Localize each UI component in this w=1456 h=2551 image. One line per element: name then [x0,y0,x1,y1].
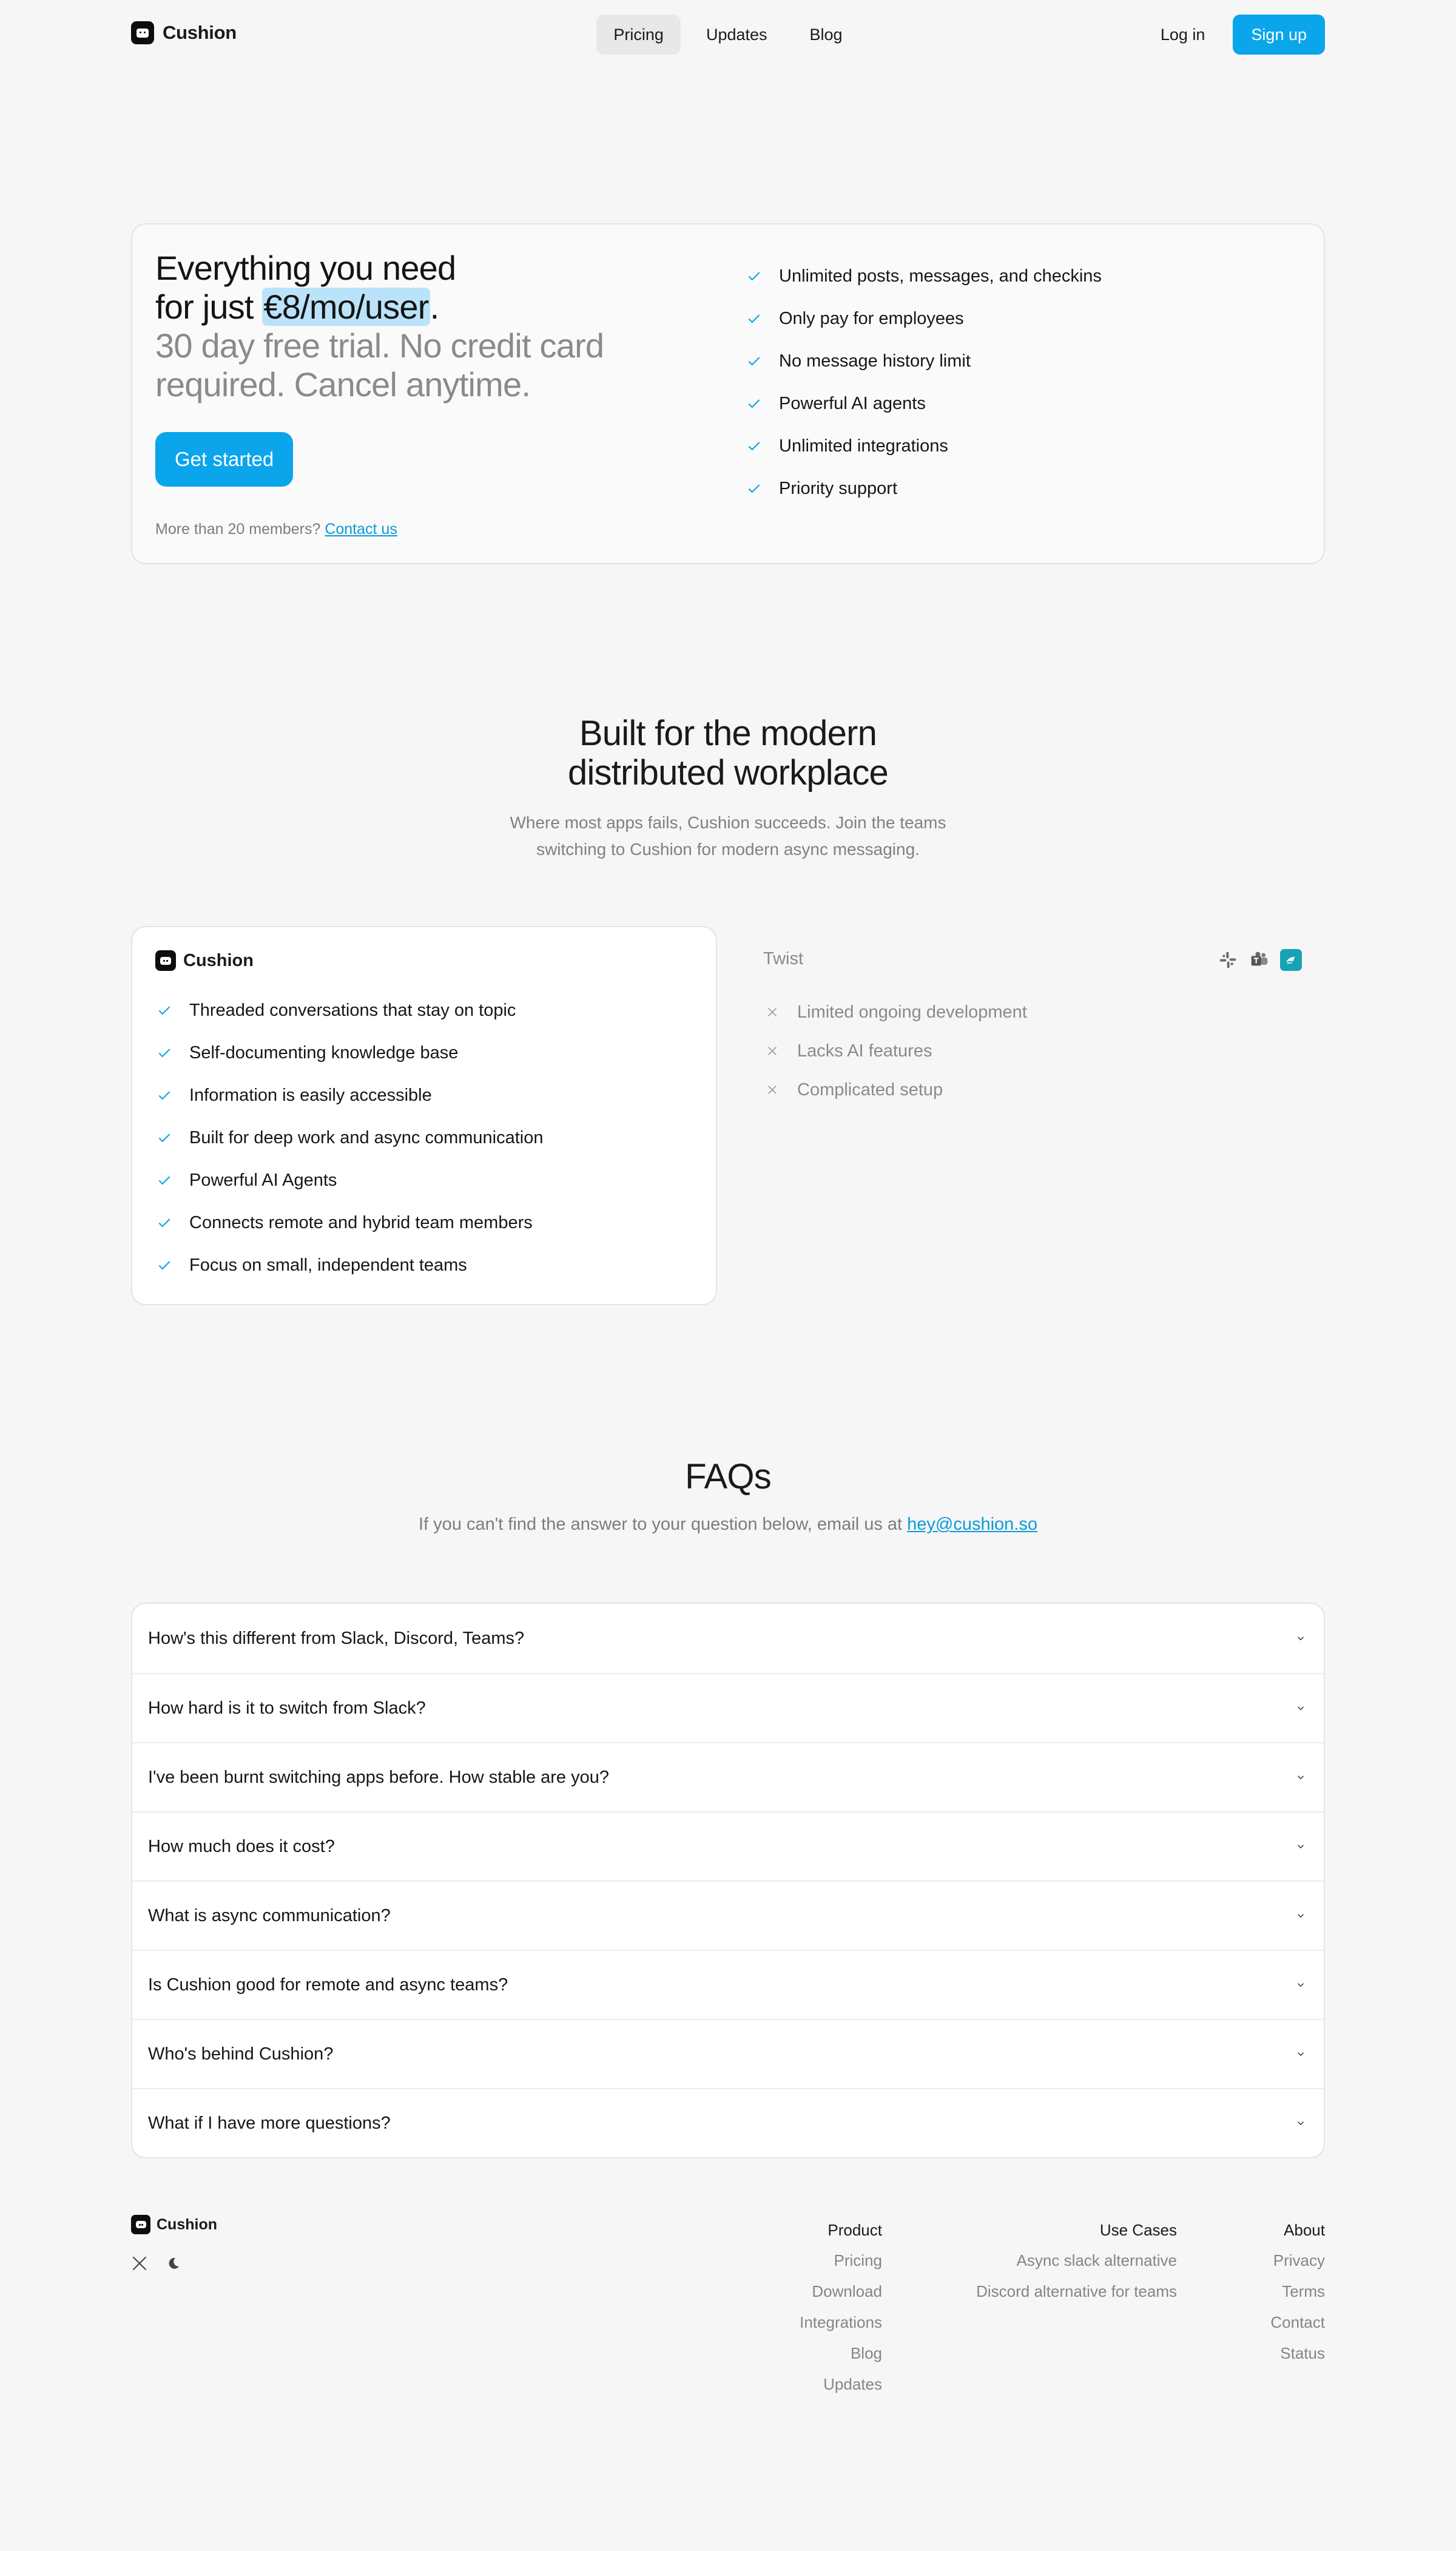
faq-title: FAQs [685,1457,771,1496]
footer-link[interactable]: Privacy [1273,2251,1325,2269]
pro-label: Powerful AI Agents [189,1170,337,1190]
headline-pre: for just [155,288,263,326]
footer-heading: Use Cases [1099,2221,1177,2239]
con-label: Complicated setup [797,1080,943,1100]
footer-col-about [1270,2215,1325,2369]
chevron-down-icon [1293,1770,1308,1785]
feature-label: No message history limit [779,351,971,371]
feature-item [745,467,1102,510]
email-link[interactable]: hey@cushion.so [907,1515,1037,1534]
members-text: More than 20 members? [155,521,321,538]
faq-item[interactable] [132,1880,1324,1950]
faq-item[interactable] [132,1604,1324,1673]
pro-label: Information is easily accessible [189,1085,432,1105]
price-highlight: €8/mo/user [263,288,429,326]
chevron-down-icon [1293,1978,1308,1992]
x-icon[interactable] [131,2255,148,2275]
faq-list [131,1603,1325,2158]
faq-item[interactable] [132,2019,1324,2088]
pro-item [155,1032,544,1074]
faq-item[interactable] [132,1811,1324,1880]
footer-link[interactable]: Updates [823,2375,882,2393]
footer-logo[interactable] [131,2215,217,2234]
x-mark-icon [763,1081,781,1099]
feature-item [745,425,1102,467]
feature-label: Priority support [779,478,898,498]
teams-icon [1249,949,1270,971]
built-title-line-1: Built for the modern [579,714,877,753]
built-sub-line-2: switching to Cushion for modern async messaging. [536,840,920,859]
faq-sub-text: If you can't find the answer to your question below, email us at [419,1515,903,1534]
faq-question: How much does it cost? [148,1836,335,1856]
footer-link[interactable]: Discord alternative for teams [976,2282,1177,2300]
footer-link[interactable]: Blog [850,2344,882,2362]
headline-post: . [430,288,439,326]
chevron-down-icon [1293,1908,1308,1923]
check-icon [745,352,763,370]
footer-link[interactable]: Async slack alternative [1016,2251,1177,2269]
get-started-button[interactable]: Get started [155,432,293,487]
faq-question: What if I have more questions? [148,2113,391,2133]
headline-line-1: Everything you need [155,249,456,287]
chevron-down-icon [1293,2116,1308,2130]
footer-link[interactable]: Pricing [834,2251,882,2269]
footer-link[interactable]: Download [812,2282,882,2300]
pro-label: Connects remote and hybrid team members [189,1212,533,1232]
headline-subline: 30 day free trial. No credit card required. Cancel anytime. [155,326,604,404]
pricing-card [131,223,1325,564]
footer-brand: Cushion [157,2215,217,2233]
nav-actions [1141,15,1325,55]
check-icon [745,479,763,498]
feature-item [745,340,1102,382]
pricing-features [745,255,1102,510]
pro-item [155,1244,544,1286]
nav-link-updates[interactable]: Updates [706,25,767,44]
con-label: Limited ongoing development [797,1002,1027,1022]
competitor-comparison [749,926,1325,1305]
footer [131,2215,1325,2409]
footer-social [131,2255,181,2275]
brand-name: Cushion [163,22,237,43]
pro-label: Built for deep work and async communication [189,1127,544,1147]
check-icon [155,1044,174,1062]
x-mark-icon [763,1042,781,1060]
cushion-comparison-card [131,926,717,1305]
comparison-brand-name: Cushion [183,950,254,970]
footer-link[interactable]: Integrations [800,2313,882,2331]
pro-item [155,1159,544,1201]
con-item [763,1070,1027,1109]
faq-question: Who's behind Cushion? [148,2044,334,2064]
pro-item [155,1074,544,1117]
cushion-pros-list [155,989,544,1286]
chevron-down-icon [1293,1701,1308,1715]
built-title [131,714,1325,792]
cushion-logo-icon [155,950,176,971]
footer-heading: About [1284,2221,1325,2239]
faq-item[interactable] [132,1950,1324,2019]
con-label: Lacks AI features [797,1041,932,1061]
faq-question: I've been burnt switching apps before. How stable are you? [148,1767,609,1787]
pro-item [155,1201,544,1244]
competitor-name: Twist [763,949,804,968]
pro-item [155,989,544,1032]
comparison-brand [155,950,254,971]
faq-item[interactable] [132,2088,1324,2157]
headline-line-2 [155,288,677,326]
feature-item [745,255,1102,297]
check-icon [155,1214,174,1232]
feature-item [745,382,1102,425]
footer-col-product [800,2215,882,2400]
check-icon [155,1256,174,1274]
signup-button[interactable]: Sign up [1233,15,1325,55]
check-icon [155,1001,174,1019]
slack-icon [1217,949,1239,971]
chevron-down-icon [1293,2047,1308,2061]
check-icon [155,1086,174,1104]
chevron-down-icon [1293,1839,1308,1854]
check-icon [745,309,763,328]
footer-heading: Product [827,2221,882,2239]
pro-item [155,1117,544,1159]
con-item [763,993,1027,1032]
feature-label: Powerful AI agents [779,393,926,413]
faq-question: What is async communication? [148,1905,391,1925]
check-icon [745,394,763,413]
pro-label: Focus on small, independent teams [189,1255,467,1275]
competitor-cons-list [763,993,1027,1109]
x-mark-icon [763,1003,781,1021]
check-icon [745,437,763,455]
faq-question: Is Cushion good for remote and async teams? [148,1975,508,1995]
top-nav [131,15,1325,55]
contact-us-link[interactable]: Contact us [325,521,397,538]
feature-label: Unlimited posts, messages, and checkins [779,266,1102,286]
members-note [155,521,397,538]
moon-icon[interactable] [166,2256,181,2274]
feature-label: Only pay for employees [779,308,964,328]
check-icon [155,1171,174,1189]
feature-label: Unlimited integrations [779,436,948,456]
pricing-headline [155,249,677,404]
footer-col-use-cases [976,2215,1177,2307]
nav-link-blog[interactable]: Blog [809,25,843,44]
pro-label: Self-documenting knowledge base [189,1042,459,1063]
feature-item [745,297,1102,340]
faq-item[interactable] [132,1742,1324,1811]
check-icon [745,267,763,285]
faq-question: How hard is it to switch from Slack? [148,1698,426,1718]
competitor-app-icons [1217,949,1302,971]
built-sub-line-1: Where most apps fails, Cushion succeeds. Join the teams [510,813,946,832]
built-title-line-2: distributed workplace [567,753,889,792]
footer-link[interactable]: Status [1280,2344,1325,2362]
built-subtitle [131,809,1325,863]
faq-subtitle [131,1515,1325,1535]
faq-question: How's this different from Slack, Discord, Teams? [148,1628,525,1648]
twist-icon [1280,949,1302,971]
nav-link-pricing[interactable]: Pricing [596,15,681,55]
pro-label: Threaded conversations that stay on topic [189,1000,516,1020]
check-icon [155,1129,174,1147]
footer-link[interactable]: Contact [1270,2313,1325,2331]
faq-item[interactable] [132,1673,1324,1742]
login-button[interactable]: Log in [1160,25,1205,44]
footer-link[interactable]: Terms [1282,2282,1325,2300]
con-item [763,1032,1027,1070]
chevron-down-icon [1293,1631,1308,1646]
cushion-logo-icon [131,2215,150,2234]
